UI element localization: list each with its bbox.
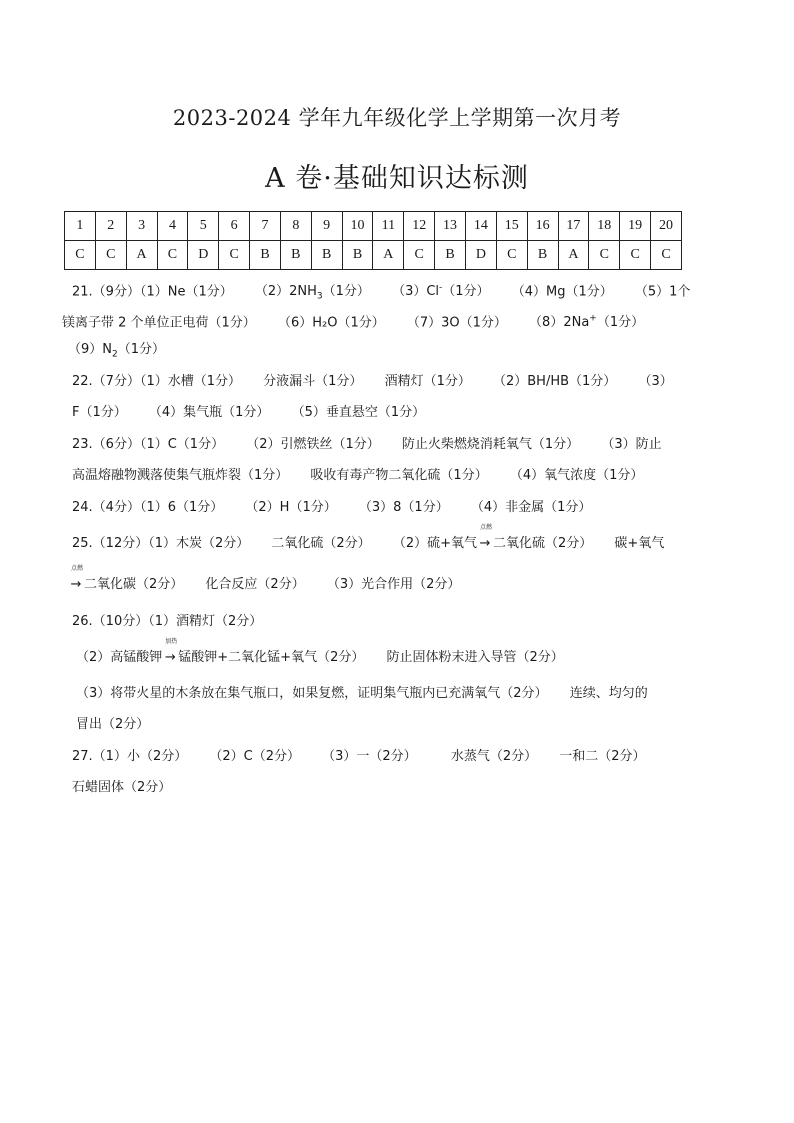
table-cell-number: 18 — [589, 212, 620, 241]
q23-line-1 — [72, 434, 662, 456]
q25-part-3: （2）硫+氧气 点燃 → 二氧化硫（2分） — [393, 536, 592, 551]
q23-part-4-cont: 高温熔融物溅落使集气瓶炸裂（1分） — [72, 468, 289, 483]
table-cell-answer: C — [95, 241, 126, 270]
q22-part-7: （5）垂直悬空（1分） — [291, 405, 426, 420]
q23-part-6: （4）氧气浓度（1分） — [509, 468, 644, 483]
table-cell-answer: C — [589, 241, 620, 270]
table-cell-number: 13 — [435, 212, 466, 241]
q26-part-5-cont: 冒出（2分） — [76, 717, 150, 732]
q26-part-5: 连续、均匀的 — [569, 686, 648, 701]
table-cell-number: 17 — [558, 212, 589, 241]
q21-part-9: $(9)N_2(1$分） — [68, 342, 166, 360]
q25-part-5: 化合反应（2分） — [205, 577, 305, 592]
q23-part-3: 防止火柴燃烧消耗氧气（1分） — [401, 437, 580, 452]
table-cell-answer: C — [219, 241, 250, 270]
q21-line-1 — [72, 277, 691, 302]
q27-line-2 — [72, 777, 171, 799]
q24-part-3: （3）8（1分） — [358, 500, 449, 515]
table-cell-number: 3 — [126, 212, 157, 241]
answer-table — [64, 211, 682, 270]
q23-head: 23.（6分）（1）C（1分） — [72, 437, 225, 452]
table-cell-answer: A — [558, 241, 589, 270]
table-cell-answer: A — [373, 241, 404, 270]
reaction-arrow-icon: 加热 → — [164, 638, 178, 665]
q25-line-1 — [72, 524, 665, 555]
q21-part-5: （5）1个 — [634, 284, 691, 300]
table-cell-answer: C — [404, 241, 435, 270]
q21-part-5-cont: 镁离子带 2 个单位正电荷（1分） — [62, 315, 256, 331]
table-cell-number: 8 — [280, 212, 311, 241]
table-cell-number: 5 — [188, 212, 219, 241]
q21-line-2 — [62, 308, 644, 330]
q22-part-5-cont: F（1分） — [72, 405, 127, 420]
q25-part-4-cont: 点燃 → 二氧化碳（2分） — [68, 577, 183, 592]
q22-head: 22.（7分）（1）水槽（1分） — [72, 374, 241, 389]
q26-line-1 — [72, 611, 262, 633]
q22-line-2 — [72, 402, 425, 424]
table-cell-number: 2 — [95, 212, 126, 241]
q27-part-6: 石蜡固体（2分） — [72, 780, 172, 795]
q23-part-5: 吸收有毒产物二氧化硫（1分） — [310, 468, 488, 483]
table-cell-answer: B — [527, 241, 558, 270]
q26-part-3: 防止固体粉末进入导管（2分） — [386, 650, 564, 665]
q21-part-3: （3）Cl-（1分） — [392, 283, 490, 300]
q23-line-2 — [72, 465, 643, 487]
reaction-arrow-icon: 点燃 → — [70, 565, 83, 592]
q21-part-4: （4）Mg（1分） — [511, 284, 613, 300]
q23-part-4: （3）防止 — [601, 437, 662, 452]
table-cell-number: 19 — [620, 212, 651, 241]
table-cell-number: 14 — [465, 212, 496, 241]
answer-table-number-row — [65, 212, 682, 241]
q21-head: 21.（9分）（1）Ne（1分） — [72, 284, 233, 300]
table-cell-number: 20 — [651, 212, 682, 241]
table-cell-number: 10 — [342, 212, 373, 241]
q22-part-2: 分液漏斗（1分） — [263, 374, 363, 389]
table-cell-number: 6 — [219, 212, 250, 241]
q24-line-1 — [72, 497, 591, 519]
table-cell-number: 16 — [527, 212, 558, 241]
table-cell-number: 11 — [373, 212, 404, 241]
q23-part-2: （2）引燃铁丝（1分） — [246, 437, 380, 452]
q24-head: 24.（4分）（1）6（1分） — [72, 500, 224, 515]
q27-part-5: 一和二（2分） — [559, 749, 646, 764]
q27-part-4: 水蒸气（2分） — [450, 749, 538, 764]
q27-line-1 — [72, 746, 646, 768]
page-title: 2023-2024 学年九年级化学上学期第一次月考 — [172, 106, 622, 130]
table-cell-answer: C — [651, 241, 682, 270]
table-cell-number: 1 — [65, 212, 96, 241]
table-cell-answer: B — [311, 241, 342, 270]
table-cell-answer: D — [188, 241, 219, 270]
q25-head: 25.（12分）（1）木炭（2分） — [72, 536, 250, 551]
q24-part-4: （4）非金属（1分） — [470, 500, 592, 515]
table-cell-answer: C — [65, 241, 96, 270]
table-cell-answer: B — [435, 241, 466, 270]
reaction-arrow-icon: 点燃 → — [479, 524, 492, 551]
q21-part-2: $(2)2NH_3(1$分） — [254, 284, 370, 302]
table-cell-answer: D — [465, 241, 496, 270]
table-cell-answer: C — [496, 241, 527, 270]
q21-part-6: （6）H₂O（1分） — [277, 315, 385, 331]
q21-line-3 — [68, 339, 165, 361]
table-cell-answer: C — [157, 241, 188, 270]
table-cell-answer: B — [342, 241, 373, 270]
q27-head: 27.（1）小（2分） — [72, 749, 188, 764]
q22-part-5: （3） — [638, 374, 673, 389]
q22-line-1 — [72, 371, 673, 393]
q25-part-4: 碳+氧气 — [614, 536, 665, 551]
table-cell-number: 15 — [496, 212, 527, 241]
answer-table-answer-row — [65, 241, 682, 270]
q25-part-2: 二氧化硫（2分） — [271, 536, 371, 551]
q21-part-8: （8）2Na+（1分） — [529, 314, 645, 331]
q26-head: 26.（10分）（1）酒精灯（2分） — [72, 614, 263, 629]
table-cell-answer: A — [126, 241, 157, 270]
table-cell-answer: B — [250, 241, 281, 270]
q26-line-3 — [76, 683, 648, 705]
table-cell-answer: C — [620, 241, 651, 270]
q27-part-3: （3）一（2分） — [322, 749, 417, 764]
q22-part-6: （4）集气瓶（1分） — [148, 405, 270, 420]
q25-line-2 — [68, 565, 461, 596]
q24-part-2: （2）H（1分） — [245, 500, 337, 515]
q26-line-4 — [76, 714, 149, 736]
q26-part-4: （3）将带火星的木条放在集气瓶口，如果复燃，证明集气瓶内已充满氧气（2分） — [76, 686, 548, 701]
q22-part-4: （2）BH/HB（1分） — [492, 374, 617, 389]
q22-part-3: 酒精灯（1分） — [384, 374, 471, 389]
table-cell-number: 9 — [311, 212, 342, 241]
table-cell-number: 4 — [157, 212, 188, 241]
q26-part-2: （2）高锰酸钾 加热 → 锰酸钾+二氧化锰+氧气（2分） — [76, 650, 364, 665]
q25-part-6: （3）光合作用（2分） — [326, 577, 461, 592]
table-cell-answer: B — [280, 241, 311, 270]
q26-line-2 — [76, 638, 564, 669]
page-subtitle: A 卷·基础知识达标测 — [265, 163, 529, 194]
q21-part-7: （7）3O（1分） — [406, 315, 507, 331]
table-cell-number: 7 — [250, 212, 281, 241]
q27-part-2: （2）C（2分） — [209, 749, 300, 764]
table-cell-number: 12 — [404, 212, 435, 241]
